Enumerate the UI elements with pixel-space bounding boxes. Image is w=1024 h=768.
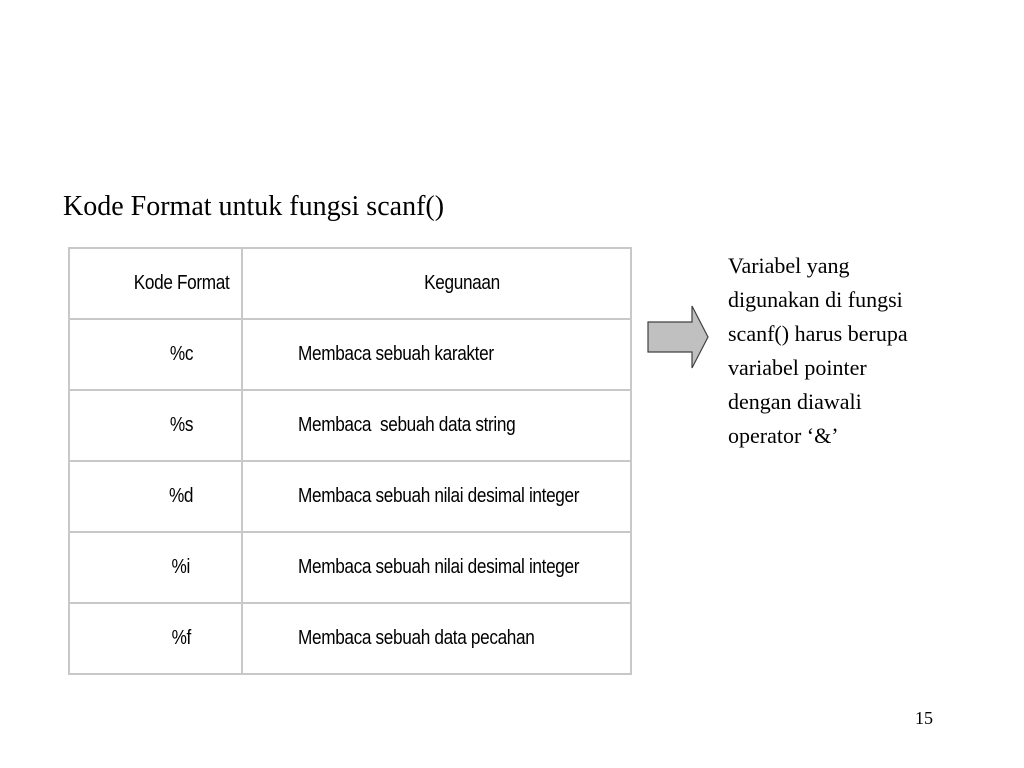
note-line: Variabel yang: [728, 253, 850, 278]
format-code-table: [68, 247, 632, 675]
table-row: [69, 532, 631, 603]
usage-cell: Membaca sebuah data string: [242, 390, 631, 461]
format-code-cell: %s: [69, 390, 242, 461]
note-line: variabel pointer: [728, 355, 867, 380]
pointer-note: [728, 249, 978, 453]
slide-title: Kode Format untuk fungsi scanf(): [63, 191, 445, 222]
note-line: scanf() harus berupa: [728, 321, 908, 346]
format-code-cell: %i: [69, 532, 242, 603]
format-code-cell: %d: [69, 461, 242, 532]
table-row: [69, 461, 631, 532]
usage-cell: Membaca sebuah nilai desimal integer: [242, 532, 631, 603]
format-code-cell: %f: [69, 603, 242, 674]
usage-cell: Membaca sebuah data pecahan: [242, 603, 631, 674]
note-line: dengan diawali: [728, 389, 862, 414]
note-line: operator ‘&’: [728, 423, 839, 448]
table-header-row: [69, 248, 631, 319]
table-row: [69, 603, 631, 674]
header-kode-format: Kode Format: [69, 248, 242, 319]
right-arrow-shape: [648, 306, 708, 368]
usage-cell: Membaca sebuah karakter: [242, 319, 631, 390]
table-row: [69, 319, 631, 390]
header-kegunaan: Kegunaan: [242, 248, 631, 319]
note-line: digunakan di fungsi: [728, 287, 903, 312]
table-row: [69, 390, 631, 461]
right-arrow-icon: [647, 305, 709, 369]
usage-cell: Membaca sebuah nilai desimal integer: [242, 461, 631, 532]
page-number: 15: [915, 708, 933, 728]
format-code-cell: %c: [69, 319, 242, 390]
